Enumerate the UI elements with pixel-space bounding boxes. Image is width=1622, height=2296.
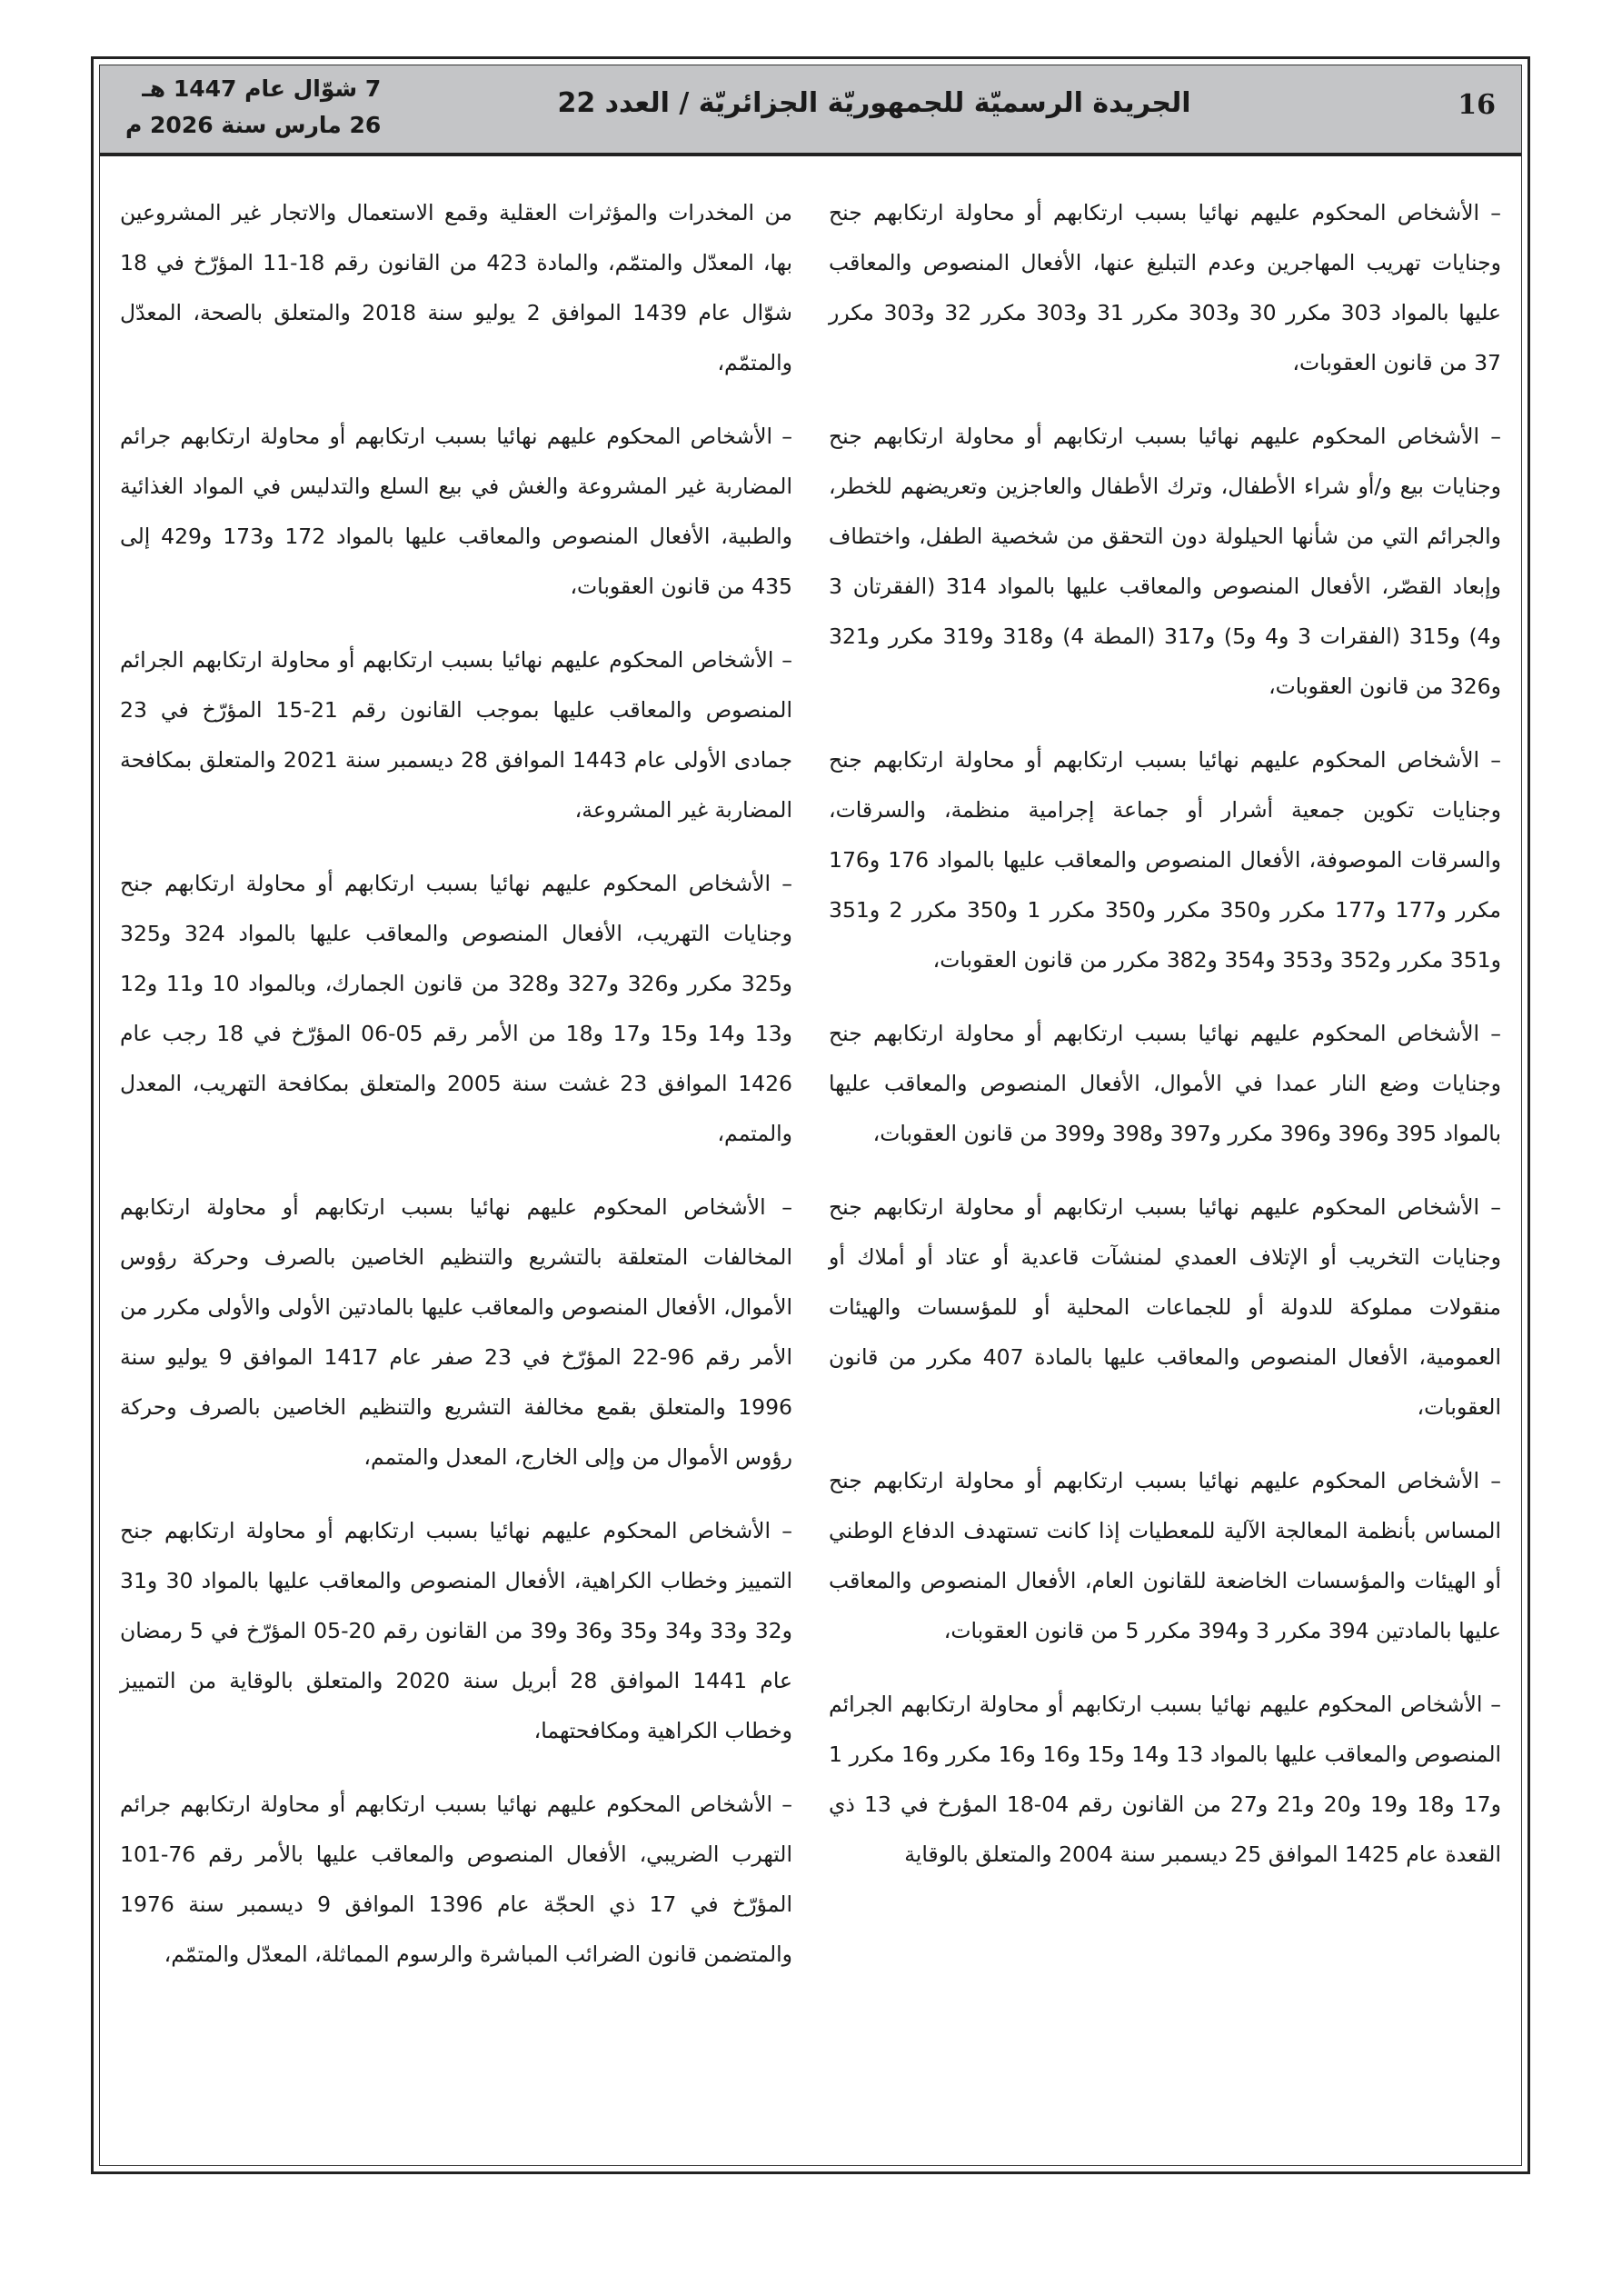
paragraph: – الأشخاص المحكوم عليهم نهائيا بسبب ارتكابهم أو محاولة ارتكابهم جنح وجنايات التخريب أو الإتلاف العمدي لمنشآت قاعدية أو عتاد أو أملاك أو منقولات مملوكة للدولة أو للجماعات المحلية أو للمؤسسات والهيئات العمومية، الأفعال المنصوص والمعاقب عليها بالمادة 407 مكرر من قانون العقوبات، xyxy=(829,1194,1501,1420)
paragraph: – الأشخاص المحكوم عليهم نهائيا بسبب ارتكابهم أو محاولة ارتكابهم جرائم التهرب الضريبي، الأفعال المنصوص والمعاقب عليها بالأمر رقم 76-101 المؤرّخ في 17 ذي الحجّة عام 1396 الموافق 9 ديسمبر سنة 1976 والمتضمن قانون الضرائب المباشرة والرسوم المماثلة، المعدّل والمتمّم، xyxy=(120,1792,792,1967)
paragraph: – الأشخاص المحكوم عليهم نهائيا بسبب ارتكابهم أو محاولة ارتكابهم جنح التمييز وخطاب الكراهية، الأفعال المنصوص والمعاقب عليها بالمواد 30 و31 و32 و33 و34 و35 و36 و39 من القانون رقم 20-05 المؤرّخ في 5 رمضان عام 1441 الموافق 28 أبريل سنة 2020 والمتعلق بالوقاية من التمييز وخطاب الكراهية ومكافحتهما، xyxy=(120,1518,792,1743)
date-gregorian: 26 مارس سنة 2026 م xyxy=(125,112,382,138)
page-inner-border xyxy=(99,65,1522,2166)
paragraph: – الأشخاص المحكوم عليهم نهائيا بسبب ارتكابهم أو محاولة ارتكابهم الجرائم المنصوص والمعاقب عليها بالمواد 13 و14 و15 و16 و16 مكرر و16 مكرر 1 و17 و18 و19 و20 و21 و27 من القانون رقم 04-18 المؤرخ في 13 ذي القعدة عام 1425 الموافق 25 ديسمبر سنة 2004 والمتعلق بالوقاية xyxy=(829,1692,1502,1867)
paragraph: – الأشخاص المحكوم عليهم نهائيا بسبب ارتكابهم أو محاولة ارتكابهم جنح وجنايات التهريب، الأفعال المنصوص والمعاقب عليها بالمواد 324 و325 و325 مكرر و326 و327 و328 من قانون الجمارك، وبالمواد 10 و11 و12 و13 و14 و15 و17 و18 من الأمر رقم 05-06 المؤرّخ في 18 رجب عام 1426 الموافق 23 غشت سنة 2005 والمتعلق بمكافحة التهريب، المعدل والمتمم، xyxy=(120,871,793,1146)
left-column xyxy=(120,188,792,2003)
page-frame xyxy=(91,56,1530,2174)
paragraph: – الأشخاص المحكوم عليهم نهائيا بسبب ارتكابهم أو محاولة ارتكابهم جرائم المضاربة غير المشروعة والغش في بيع السلع والتدليس في المواد الغذائية والطبية، الأفعال المنصوص والمعاقب عليها بالمواد 172 و173 و429 إلى 435 من قانون العقوبات، xyxy=(120,424,792,599)
date-hijri: 7 شوّال عام 1447 هـ xyxy=(142,75,382,102)
page-number: 16 xyxy=(1458,89,1496,121)
paragraph: – الأشخاص المحكوم عليهم نهائيا بسبب ارتكابهم أو محاولة ارتكابهم الجرائم المنصوص والمعاقب عليها بموجب القانون رقم 21-15 المؤرّخ في 23 جمادى الأولى عام 1443 الموافق 28 ديسمبر سنة 2021 والمتعلق بمكافحة المضاربة غير المشروعة، xyxy=(120,647,792,823)
right-column xyxy=(829,188,1501,1903)
paragraph: – الأشخاص المحكوم عليهم نهائيا بسبب ارتكابهم أو محاولة ارتكابهم جنح وجنايات تكوين جمعية أشرار أو جماعة إجرامية منظمة، والسرقات، والسرقات الموصوفة، الأفعال المنصوص والمعاقب عليها بالمواد 176 و176 مكرر و177 و177 مكرر و350 مكرر و350 مكرر 1 و350 مكرر 2 و351 و351 مكرر و352 و353 و354 و382 مكرر من قانون العقوبات، xyxy=(829,747,1501,973)
paragraph: – الأشخاص المحكوم عليهم نهائيا بسبب ارتكابهم أو محاولة ارتكابهم جنح وجنايات تهريب المهاجرين وعدم التبليغ عنها، الأفعال المنصوص والمعاقب عليها بالمواد 303 مكرر 30 و303 مكرر 31 و303 مكرر 32 و303 مكرر 37 من قانون العقوبات، xyxy=(829,200,1502,375)
paragraph: – الأشخاص المحكوم عليهم نهائيا بسبب ارتكابهم أو محاولة ارتكابهم جنح وجنايات بيع و/أو شراء الأطفال، وترك الأطفال والعاجزين وتعريضهم للخطر، والجرائم التي من شأنها الحيلولة دون التحقق من شخصية الطفل، واختطاف وإبعاد القصّر، الأفعال المنصوص والمعاقب عليها بالمواد 314 (الفقرتان 3 و4) و315 (الفقرات 3 و4 و5) و317 (المطة 4) و318 و319 مكرر و321 و326 من قانون العقوبات، xyxy=(829,424,1502,699)
journal-title: الجريدة الرسميّة للجمهوريّة الجزائريّة / العدد 22 xyxy=(557,87,1191,119)
issue-date xyxy=(125,71,381,144)
paragraph: – الأشخاص المحكوم عليهم نهائيا بسبب ارتكابهم أو محاولة ارتكابهم جنح وجنايات وضع النار عمدا في الأموال، الأفعال المنصوص والمعاقب عليها بالمواد 395 و396 و396 مكرر و397 و398 و399 من قانون العقوبات، xyxy=(829,1021,1501,1146)
paragraph: – الأشخاص المحكوم عليهم نهائيا بسبب ارتكابهم أو محاولة ارتكابهم جنح المساس بأنظمة المعالجة الآلية للمعطيات إذا كانت تستهدف الدفاع الوطني أو الهيئات والمؤسسات الخاضعة للقانون العام، الأفعال المنصوص والمعاقب عليها بالمادتين 394 مكرر 3 و394 مكرر 5 من قانون العقوبات، xyxy=(829,1468,1501,1643)
paragraph: من المخدرات والمؤثرات العقلية وقمع الاستعمال والاتجار غير المشروعين بها، المعدّل والمتمّم، والمادة 423 من القانون رقم 18-11 المؤرّخ في 18 شوّال عام 1439 الموافق 2 يوليو سنة 2018 والمتعلق بالصحة، المعدّل والمتمّم، xyxy=(120,200,792,375)
page-header xyxy=(100,65,1521,156)
paragraph: – الأشخاص المحكوم عليهم نهائيا بسبب ارتكابهم أو محاولة ارتكابهم المخالفات المتعلقة بالتشريع والتنظيم الخاصين بالصرف وحركة رؤوس الأموال، الأفعال المنصوص والمعاقب عليها بالمادتين الأولى والأولى مكرر من الأمر رقم 96-22 المؤرّخ في 23 صفر عام 1417 الموافق 9 يوليو سنة 1996 والمتعلق بقمع مخالفة التشريع والتنظيم الخاصين بالصرف وحركة رؤوس الأموال من وإلى الخارج، المعدل والمتمم، xyxy=(120,1194,792,1470)
